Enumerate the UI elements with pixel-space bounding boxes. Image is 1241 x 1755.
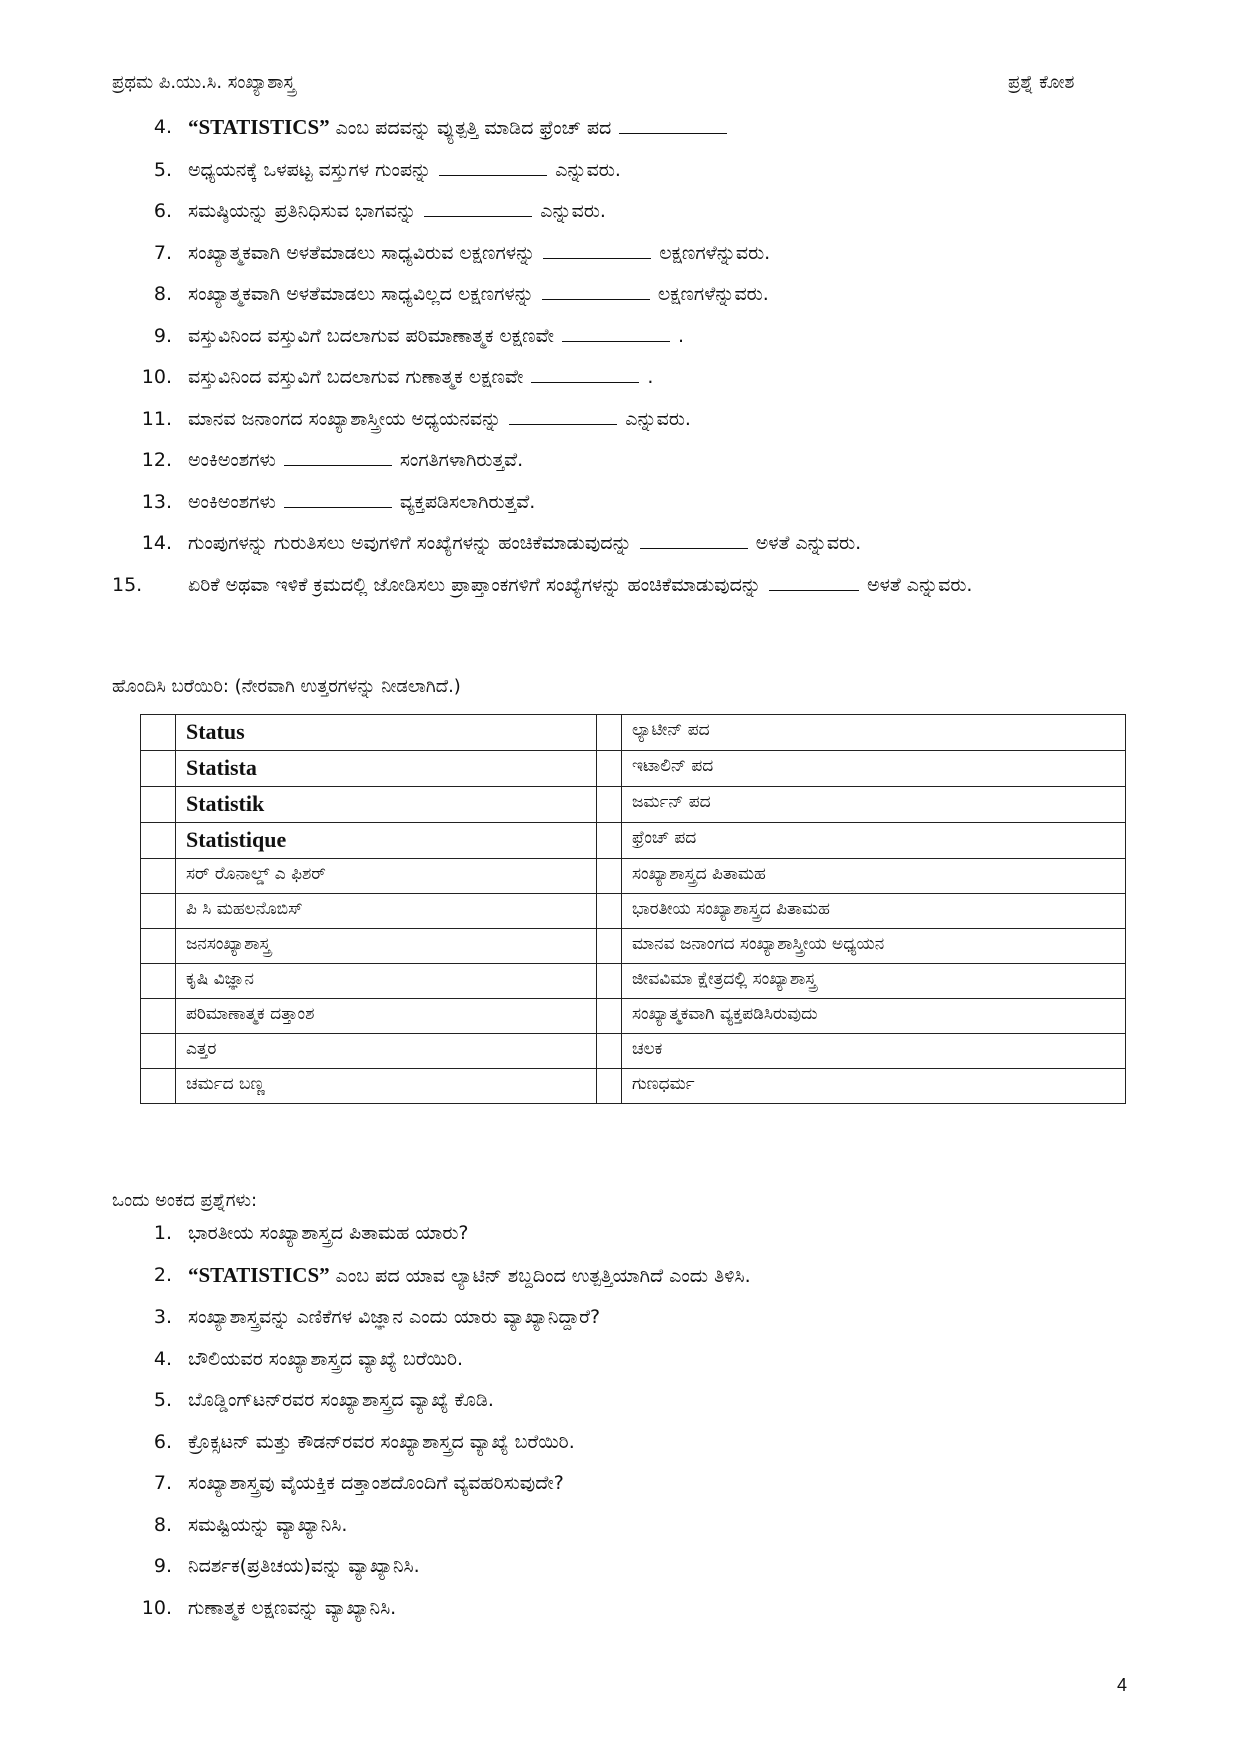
list-item <box>112 1468 1132 1498</box>
table-row <box>141 929 1126 964</box>
list-item <box>112 1302 1132 1332</box>
list-item <box>112 155 1132 185</box>
list-item <box>112 570 1132 600</box>
question-text: ನಿದರ್ಶಕ(ಪ್ರತಿಚಯ)ವನ್ನು ವ್ಯಾಖ್ಯಾನಿಸಿ. <box>188 1555 420 1577</box>
list-item <box>112 487 1132 517</box>
match-left-cell: ಚರ್ಮದ ಬಣ್ಣ <box>176 1069 597 1104</box>
list-item <box>112 321 1132 351</box>
list-item <box>112 528 1132 558</box>
table-row <box>141 859 1126 894</box>
question-text-after: ಎನ್ನುವರು. <box>625 407 691 430</box>
answer-blank[interactable] <box>542 298 650 300</box>
question-text: ಮಾನವ ಜನಾಂಗದ ಸಂಖ್ಯಾಶಾಸ್ತ್ರೀಯ ಅಧ್ಯಯನವನ್ನು <box>188 407 502 430</box>
fill-blanks-list <box>112 112 1132 611</box>
question-text: ಅಧ್ಯಯನಕ್ಕೆ ಒಳಪಟ್ಟ ವಸ್ತುಗಳ ಗುಂಪನ್ನು <box>188 158 432 181</box>
page-number: 4 <box>1117 1675 1128 1695</box>
answer-blank[interactable] <box>439 174 547 176</box>
question-number: 1. <box>153 1222 172 1244</box>
list-item <box>112 445 1132 475</box>
question-text-after: ಅಳತೆ ಎನ್ನುವರು. <box>867 573 973 596</box>
question-number: 5. <box>153 158 172 181</box>
list-item <box>112 1344 1132 1374</box>
list-item <box>112 238 1132 268</box>
one-mark-questions-list <box>112 1218 1132 1634</box>
question-text: ಗುಂಪುಗಳನ್ನು ಗುರುತಿಸಲು ಅವುಗಳಿಗೆ ಸಂಖ್ಯೆಗಳನ್ನು ಹಂಚಿಕೆಮಾಡುವುದನ್ನು <box>188 532 632 554</box>
question-number: 6. <box>153 1430 172 1453</box>
question-number: 4. <box>153 116 172 138</box>
question-text-after: ಲಕ್ಷಣಗಳೆನ್ನುವರು. <box>657 283 769 305</box>
question-number: 4. <box>153 1347 172 1370</box>
table-row <box>141 1034 1126 1069</box>
match-left-cell: Statistique <box>176 823 597 859</box>
match-right-cell: ಚಲಕ <box>622 1034 1126 1069</box>
question-text: ಬೌಲಿಯವರ ಸಂಖ್ಯಾಶಾಸ್ತ್ರದ ವ್ಯಾಖ್ಯೆ ಬರೆಯಿರಿ. <box>188 1347 464 1370</box>
match-table <box>140 714 1126 1104</box>
question-text-after: ಲಕ್ಷಣಗಳೆನ್ನುವರು. <box>659 241 771 264</box>
list-item <box>112 404 1132 434</box>
list-item <box>112 1260 1132 1291</box>
answer-blank[interactable] <box>562 340 670 342</box>
list-item <box>112 1551 1132 1581</box>
match-right-cell: ಜರ್ಮನ್ ಪದ <box>622 787 1126 823</box>
question-text-after: . <box>647 366 654 388</box>
answer-blank[interactable] <box>543 257 651 259</box>
answer-blank[interactable] <box>640 547 748 549</box>
match-right-cell: ಜೀವವಿಮಾ ಕ್ಷೇತ್ರದಲ್ಲಿ ಸಂಖ್ಯಾಶಾಸ್ತ್ರ <box>622 964 1126 999</box>
match-right-cell: ಸಂಖ್ಯಾತ್ಮಕವಾಗಿ ವ್ಯಕ್ತಪಡಿಸಿರುವುದು <box>622 999 1126 1034</box>
question-text: ವಸ್ತುವಿನಿಂದ ವಸ್ತುವಿಗೆ ಬದಲಾಗುವ ಪರಿಮಾಣಾತ್ಮಕ ಲಕ್ಷಣವೇ <box>188 324 555 347</box>
table-row <box>141 823 1126 859</box>
table-row <box>141 787 1126 823</box>
list-item <box>112 112 1132 143</box>
match-right-cell: ಭಾರತೀಯ ಸಂಖ್ಯಾಶಾಸ್ತ್ರದ ಪಿತಾಮಹ <box>622 894 1126 929</box>
list-item <box>112 1593 1132 1623</box>
table-row <box>141 751 1126 787</box>
list-item <box>112 1385 1132 1415</box>
question-text-after: ವ್ಯಕ್ತಪಡಿಸಲಾಗಿರುತ್ತವೆ. <box>399 490 536 513</box>
question-text: ಭಾರತೀಯ ಸಂಖ್ಯಾಶಾಸ್ತ್ರದ ಪಿತಾಮಹ ಯಾರು? <box>188 1222 469 1244</box>
question-text: ಕ್ರೊಕ್ಸಟನ್ ಮತ್ತು ಕೌಡನ್‌ರವರ ಸಂಖ್ಯಾಶಾಸ್ತ್ರದ ವ್ಯಾಖ್ಯೆ ಬರೆಯಿರಿ. <box>188 1430 575 1453</box>
question-number: 8. <box>153 1513 172 1536</box>
one-mark-section-title: ಒಂದು ಅಂಕದ ಪ್ರಶ್ನೆಗಳು: <box>112 1190 258 1211</box>
header-section-title: ಪ್ರಶ್ನೆ ಕೋಶ <box>1008 72 1075 93</box>
answer-blank[interactable] <box>509 423 617 425</box>
match-left-cell: ಪರಿಮಾಣಾತ್ಮಕ ದತ್ತಾಂಶ <box>176 999 597 1034</box>
question-number: 15. <box>112 573 143 596</box>
question-text-after: . <box>678 324 685 347</box>
question-number: 3. <box>153 1306 172 1328</box>
question-number: 10. <box>141 1596 172 1619</box>
question-text: ಅಂಕಿಅಂಶಗಳು <box>188 449 276 471</box>
answer-blank[interactable] <box>619 132 727 134</box>
match-left-cell: ಕೃಷಿ ವಿಜ್ಞಾನ <box>176 964 597 999</box>
match-right-cell: ಮಾನವ ಜನಾಂಗದ ಸಂಖ್ಯಾಶಾಸ್ತ್ರೀಯ ಅಧ್ಯಯನ <box>622 929 1126 964</box>
table-row <box>141 894 1126 929</box>
match-left-cell: ಸರ್ ರೊನಾಲ್ಡ್ ಎ ಫಿಶರ್ <box>176 859 597 894</box>
answer-blank[interactable] <box>531 381 639 383</box>
answer-blank[interactable] <box>769 589 859 591</box>
question-text-after: ಎನ್ನುವರು. <box>555 158 621 181</box>
question-number: 11. <box>141 407 172 430</box>
question-number: 12. <box>141 449 172 471</box>
question-text: ಗುಣಾತ್ಮಕ ಲಕ್ಷಣವನ್ನು ವ್ಯಾಖ್ಯಾನಿಸಿ. <box>188 1596 397 1619</box>
question-text-after: ಸಂಗತಿಗಳಾಗಿರುತ್ತವೆ. <box>399 449 524 471</box>
list-item <box>112 1510 1132 1540</box>
match-right-cell: ಗುಣಧರ್ಮ <box>622 1069 1126 1104</box>
question-text: ಎಂಬ ಪದ ಯಾವ ಲ್ಯಾಟಿನ್ ಶಬ್ದದಿಂದ ಉತ್ಪತ್ತಿಯಾಗಿದೆ ಎಂದು ತಿಳಿಸಿ. <box>329 1264 751 1287</box>
table-row <box>141 715 1126 751</box>
question-text: ಸಂಖ್ಯಾತ್ಮಕವಾಗಿ ಅಳತೆಮಾಡಲು ಸಾಧ್ಯವಿಲ್ಲದ ಲಕ್ಷಣಗಳನ್ನು <box>188 283 534 305</box>
question-text: ಏರಿಕೆ ಅಥವಾ ಇಳಿಕೆ ಕ್ರಮದಲ್ಲಿ ಜೋಡಿಸಲು ಪ್ರಾಪ್ತಾಂಕಗಳಿಗೆ ಸಂಖ್ಯೆಗಳನ್ನು ಹಂಚಿಕೆಮಾಡುವುದನ್ನು <box>188 573 762 596</box>
question-text: ಬೊಡ್ಡಿಂಗ್‌ಟನ್‌ರವರ ಸಂಖ್ಯಾಶಾಸ್ತ್ರದ ವ್ಯಾಖ್ಯೆ ಕೊಡಿ. <box>188 1389 494 1411</box>
question-text: ಎಂಬ ಪದವನ್ನು ವ್ಯುತ್ಪತ್ತಿ ಮಾಡಿದ ಫ್ರೆಂಚ್ ಪದ <box>329 117 612 139</box>
match-left-cell: ಎತ್ತರ <box>176 1034 597 1069</box>
question-text: ಸಂಖ್ಯಾಶಾಸ್ತ್ರವು ವೈಯಕ್ತಿಕ ದತ್ತಾಂಶದೊಂದಿಗೆ ವ್ಯವಹರಿಸುವುದೇ? <box>188 1472 564 1494</box>
answer-blank[interactable] <box>284 506 392 508</box>
match-left-cell: Statistik <box>176 787 597 823</box>
question-number: 2. <box>153 1263 172 1286</box>
question-number: 8. <box>153 283 172 305</box>
question-number: 5. <box>153 1389 172 1411</box>
question-text: ಅಂಕಿಅಂಶಗಳು <box>188 490 276 513</box>
question-text: ಸಮಷ್ಟಿಯನ್ನು ವ್ಯಾಖ್ಯಾನಿಸಿ. <box>188 1513 348 1536</box>
question-number: 6. <box>153 200 172 222</box>
match-left-cell: ಪಿ ಸಿ ಮಹಲನೊಬಿಸ್ <box>176 894 597 929</box>
answer-blank[interactable] <box>284 464 392 466</box>
table-row <box>141 999 1126 1034</box>
list-item <box>112 196 1132 226</box>
list-item <box>112 1427 1132 1457</box>
match-right-cell: ಫ್ರೆಂಚ್ ಪದ <box>622 823 1126 859</box>
match-right-cell: ಇಟಾಲಿನ್ ಪದ <box>622 751 1126 787</box>
english-term: “STATISTICS” <box>188 115 330 139</box>
match-right-cell: ಸಂಖ್ಯಾಶಾಸ್ತ್ರದ ಪಿತಾಮಹ <box>622 859 1126 894</box>
question-text: ಸಮಷ್ಠಿಯನ್ನು ಪ್ರತಿನಿಧಿಸುವ ಭಾಗವನ್ನು <box>188 200 417 222</box>
list-item <box>112 279 1132 309</box>
question-text: ಸಂಖ್ಯಾತ್ಮಕವಾಗಿ ಅಳತೆಮಾಡಲು ಸಾಧ್ಯವಿರುವ ಲಕ್ಷಣಗಳನ್ನು <box>188 241 536 264</box>
header-course-title: ಪ್ರಥಮ ಪಿ.ಯು.ಸಿ. ಸಂಖ್ಯಾಶಾಸ್ತ್ರ <box>112 72 296 93</box>
table-row <box>141 1069 1126 1104</box>
question-number: 14. <box>141 532 172 554</box>
question-text-after: ಅಳತೆ ಎನ್ನುವರು. <box>755 532 862 554</box>
table-row <box>141 964 1126 999</box>
list-item <box>112 362 1132 392</box>
list-item <box>112 1218 1132 1248</box>
question-text-after: ಎನ್ನುವರು. <box>540 200 606 222</box>
english-term: “STATISTICS” <box>188 1262 330 1287</box>
question-number: 13. <box>141 490 172 513</box>
answer-blank[interactable] <box>424 215 532 217</box>
match-left-cell: ಜನಸಂಖ್ಯಾಶಾಸ್ತ್ರ <box>176 929 597 964</box>
question-number: 7. <box>153 241 172 264</box>
question-number: 9. <box>153 1555 172 1577</box>
question-number: 9. <box>153 324 172 347</box>
match-left-cell: Statista <box>176 751 597 787</box>
question-number: 7. <box>153 1472 172 1494</box>
match-section-title: ಹೊಂದಿಸಿ ಬರೆಯಿರಿ: (ನೇರವಾಗಿ ಉತ್ತರಗಳನ್ನು ನೀಡಲಾಗಿದೆ.) <box>112 676 461 697</box>
match-left-cell: Status <box>176 715 597 751</box>
question-text: ಸಂಖ್ಯಾಶಾಸ್ತ್ರವನ್ನು ಎಣಿಕೆಗಳ ವಿಜ್ಞಾನ ಎಂದು ಯಾರು ವ್ಯಾಖ್ಯಾನಿದ್ದಾರೆ? <box>188 1306 601 1328</box>
match-right-cell: ಲ್ಯಾಟೀನ್ ಪದ <box>622 715 1126 751</box>
question-text: ವಸ್ತುವಿನಿಂದ ವಸ್ತುವಿಗೆ ಬದಲಾಗುವ ಗುಣಾತ್ಮಕ ಲಕ್ಷಣವೇ <box>188 366 524 388</box>
question-number: 10. <box>141 366 172 388</box>
